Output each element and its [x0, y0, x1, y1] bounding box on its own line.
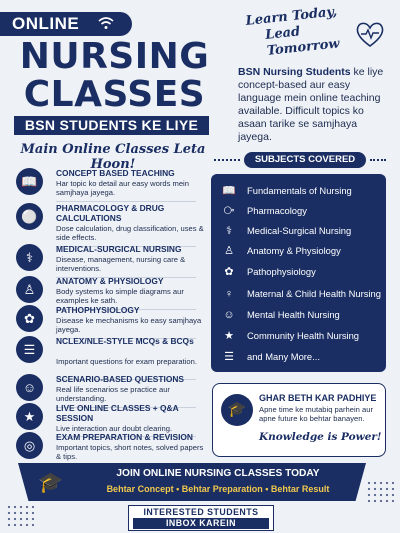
- community-icon: ★: [224, 330, 234, 342]
- feature-desc: Real life scenarios se practice aur understanding.: [56, 385, 170, 403]
- study-from-home-box: [212, 383, 386, 457]
- book-icon: 📖: [16, 168, 43, 195]
- graduation-cap-icon: 🎓: [221, 394, 253, 426]
- subject-name: and Many More...: [247, 351, 320, 362]
- feature-title: NCLEX/NLE-STYLE MCQs & BCQs: [56, 336, 194, 346]
- subject-name: Pathophysiology: [247, 266, 316, 277]
- subject-item: [221, 242, 381, 260]
- subtitle-bar: BSN STUDENTS KE LIYE: [14, 116, 209, 135]
- subject-item: [221, 327, 381, 345]
- feature-desc: Dose calculation, drug classification, uses & side effects.: [56, 224, 204, 242]
- feature-title: MEDICAL-SURGICAL NURSING: [56, 244, 182, 254]
- intro-text: [238, 66, 390, 144]
- subject-item: [221, 263, 381, 281]
- divider: [56, 201, 196, 202]
- feature-title: CONCEPT BASED TEACHING: [56, 168, 175, 178]
- mother-icon: ♀: [224, 288, 234, 300]
- list-icon: ☰: [224, 351, 234, 363]
- feature-desc: Disease ke mechanisms ko easy samjhaya jayega.: [56, 316, 202, 334]
- subjects-covered-label: SUBJECTS COVERED: [244, 152, 366, 168]
- subject-name: Pharmacology: [247, 205, 307, 216]
- title-nursing: NURSING: [19, 36, 210, 77]
- title-classes: CLASSES: [23, 74, 206, 115]
- subject-name: Medical-Surgical Nursing: [247, 225, 352, 236]
- subject-item: [221, 285, 381, 303]
- brain-icon: ✿: [16, 305, 43, 332]
- clipboard-icon: ☰: [16, 336, 43, 363]
- heartbeat-icon: [355, 20, 385, 48]
- decorative-dots-right: [370, 159, 386, 163]
- feature-desc: Important topics, short notes, solved papers & tips.: [56, 443, 204, 461]
- feature-desc: Body systems ko simple diagrams aur examples ke sath.: [56, 287, 184, 305]
- stethoscope-icon: ⚕: [226, 225, 232, 237]
- ghar-desc: Apne time ke mutabiq parhein aur apne future ko behtar banayen.: [259, 405, 373, 423]
- feature-desc: Important questions for exam preparation.: [56, 357, 197, 366]
- subject-item: [221, 348, 381, 366]
- brain-icon: ✿: [224, 266, 234, 278]
- feature-title: LIVE ONLINE CLASSES + Q&A SESSION: [56, 403, 179, 423]
- tagline: Main Online Classes Leta Hoon!: [20, 142, 206, 172]
- feature-title: PATHOPHYSIOLOGY: [56, 305, 140, 315]
- subject-item: [221, 202, 381, 220]
- feature-title: PHARMACOLOGY & DRUG CALCULATIONS: [56, 203, 165, 223]
- subject-name: Fundamentals of Nursing: [247, 185, 352, 196]
- target-icon: ◎: [16, 432, 43, 459]
- subject-item: [221, 222, 381, 240]
- human-icon: ♙: [224, 245, 234, 257]
- ghar-title: GHAR BETH KAR PADHIYE: [259, 393, 377, 403]
- learn-today-slogan: [245, 1, 369, 61]
- wifi-icon: [98, 16, 114, 30]
- feature-title: ANATOMY & PHYSIOLOGY: [56, 276, 164, 286]
- subject-name: Community Health Nursing: [247, 330, 360, 341]
- capsule-icon: ⧂: [223, 205, 235, 217]
- subject-name: Mental Health Nursing: [247, 309, 340, 320]
- intro-highlight: BSN Nursing Students: [238, 66, 351, 78]
- subject-name: Maternal & Child Health Nursing: [247, 288, 381, 299]
- group-icon: ★: [16, 403, 43, 430]
- feature-title: SCENARIO-BASED QUESTIONS: [56, 374, 184, 384]
- slogan-line-2: Lead Tomorrow: [264, 24, 341, 59]
- body-icon: ♙: [16, 276, 43, 303]
- slogan-line-1: Learn Today,: [245, 4, 338, 29]
- knowledge-motto: Knowledge is Power!: [259, 431, 382, 443]
- cta-line-1: INTERESTED STUDENTS: [143, 507, 259, 517]
- subjects-panel: [211, 174, 386, 372]
- subject-item: [221, 182, 381, 200]
- feature-desc: Live interaction aur doubt clearing.: [56, 424, 173, 433]
- cta-line-2: INBOX KAREIN: [165, 518, 237, 528]
- head-icon: ☺: [223, 309, 235, 321]
- inbox-cta[interactable]: [128, 505, 274, 531]
- feature-title: EXAM PREPARATION & REVISION: [56, 432, 193, 442]
- stethoscope-icon: ⚕: [16, 244, 43, 271]
- subject-name: Anatomy & Physiology: [247, 245, 341, 256]
- feature-desc: Har topic ko detail aur easy words mein samjhaya jayega.: [56, 179, 189, 197]
- feature-desc: Disease, management, nursing care & interventions.: [56, 255, 186, 273]
- graduation-cap-icon: 🎓: [38, 472, 63, 494]
- decorative-dot-grid: [6, 504, 34, 528]
- banner-subtitle: Behtar Concept • Behtar Preparation • Behtar Result: [106, 484, 330, 494]
- person-icon: ☺: [16, 374, 43, 401]
- banner-title: JOIN ONLINE NURSING CLASSES TODAY: [116, 468, 320, 479]
- intro-body: ke liye concept-based aur easy language mein online teaching available. Difficult topics ko asaan tarike se samjhaya jayega.: [238, 66, 384, 143]
- online-badge: ONLINE: [0, 12, 132, 36]
- subject-item: [221, 306, 381, 324]
- decorative-dot-grid: [366, 480, 394, 504]
- decorative-dots-left: [214, 159, 240, 163]
- pill-icon: ⚪: [16, 203, 43, 230]
- open-book-icon: 📖: [222, 185, 236, 197]
